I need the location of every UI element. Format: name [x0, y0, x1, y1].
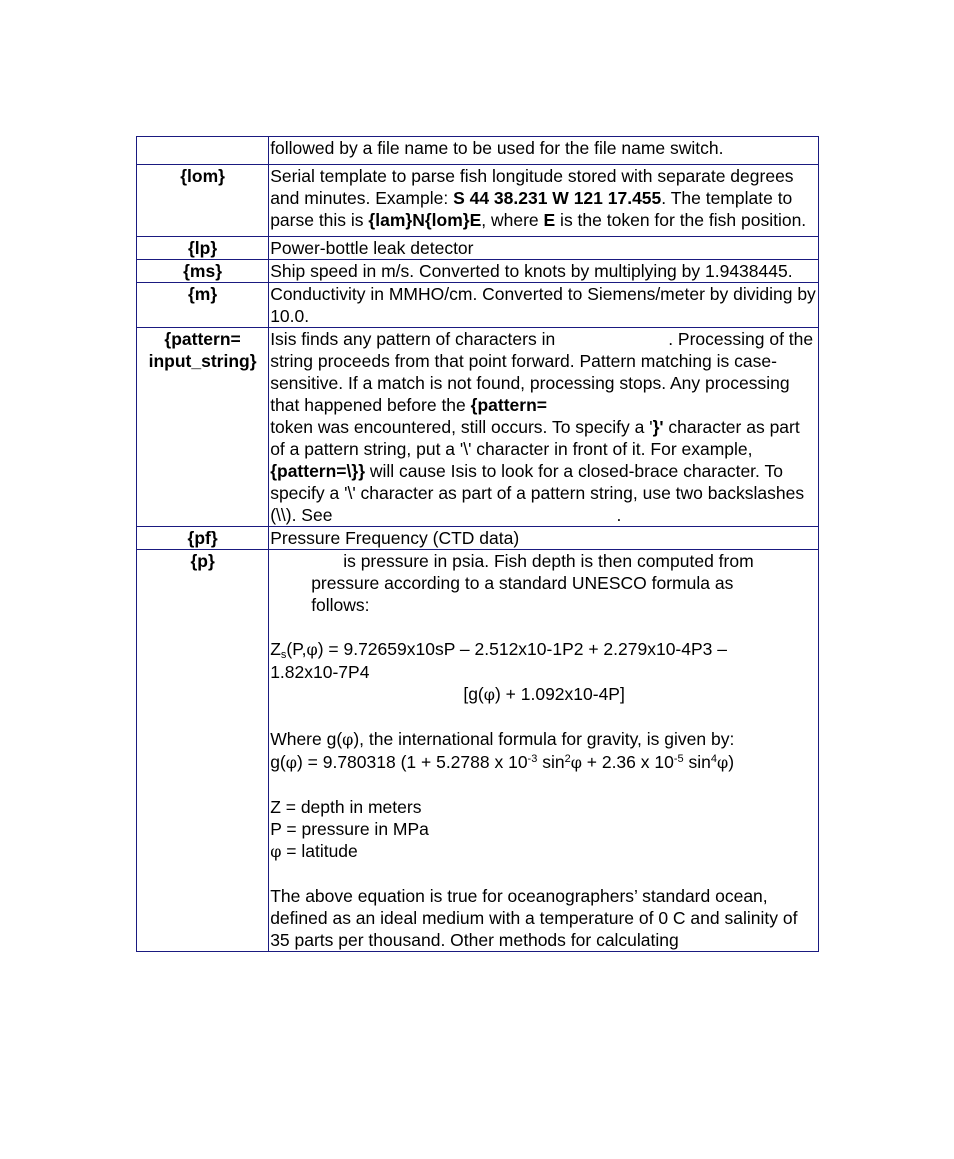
description-text: followed by a file name to be used for the file name switch. [270, 138, 724, 158]
example-string: S 44 38.231 W 121 17.455 [453, 188, 662, 208]
token-cell [137, 137, 269, 165]
definition-phi: φ = latitude [270, 841, 358, 861]
token-fragment: {pattern= [470, 395, 547, 415]
table-row [137, 237, 819, 260]
phi-symbol: φ [570, 753, 582, 772]
phi-symbol: φ [342, 730, 354, 749]
description-cell: Ship speed in m/s. Converted to knots by multiplying by 1.9438445. [269, 260, 819, 283]
table-row [137, 527, 819, 550]
table-row [137, 283, 819, 328]
description-cell [269, 165, 819, 237]
description-text: token was encountered, still occurs. To specify a ' [270, 417, 653, 437]
phi-symbol: φ [285, 753, 297, 772]
brace-char: }' [652, 417, 664, 437]
description-text: will cause Isis to look for a closed-brace character. To specify a '\' character as part of a pattern string, use two backslashes (\\). See [270, 461, 805, 525]
phi-symbol: φ [483, 685, 495, 704]
table-row [137, 165, 819, 237]
intro-line: follows: [311, 595, 370, 615]
description-cell [269, 550, 819, 952]
description-text: Isis finds any pattern of characters in [270, 329, 556, 349]
intro-line: pressure according to a standard UNESCO formula as [311, 573, 734, 593]
description-cell: Power-bottle leak detector [269, 237, 819, 260]
token-line: {pattern= [164, 329, 241, 349]
description-cell [269, 328, 819, 527]
table-row [137, 137, 819, 165]
equation-denominator: [g(φ) + 1.092x10-4P] [463, 684, 625, 704]
token-letter: E [543, 210, 556, 230]
table-row [137, 550, 819, 952]
token-cell: {lp} [137, 237, 269, 260]
description-cell: Conductivity in MMHO/cm. Converted to Siemens/meter by dividing by 10.0. [269, 283, 819, 328]
description-text: Serial template to parse fish longitude stored with separate degrees and minutes. Example: [270, 166, 794, 208]
template-string: {lam}N{lom}E [368, 210, 482, 230]
token-table [136, 136, 819, 952]
description-text: . Processing of the string proceeds from that point forward. Pattern matching is case-sensitive. If a match is not found, processing stops. Any processing that happened before the [270, 329, 814, 415]
pattern-example: {pattern=\}} [270, 461, 366, 481]
token-cell: {lom} [137, 165, 269, 237]
token-cell [137, 328, 269, 527]
phi-symbol: φ [716, 753, 729, 772]
phi-symbol: φ [306, 640, 318, 659]
gravity-equation: g(φ) = 9.780318 (1 + 5.2788 x $10^{-3}$ $\sin^2\varphi + 2.36$ x $10^{-5}$ $\sin^4\varphi$) [270, 752, 735, 772]
description-cell [269, 137, 819, 165]
description-text: , where [481, 210, 544, 230]
token-cell: {m} [137, 283, 269, 328]
token-cell: {pf} [137, 527, 269, 550]
closing-paragraph: The above equation is true for oceanographers’ standard ocean, defined as an ideal medium with a temperature of 0 C and salinity of 35 parts per thousand. Other methods for calculating [270, 886, 798, 950]
intro-line: is pressure in psia. Fish depth is then computed from [343, 551, 754, 571]
table-row [137, 328, 819, 527]
token-line: input_string} [148, 351, 257, 371]
description-text: . The template to parse this is [270, 188, 793, 230]
description-text: . [616, 505, 622, 525]
depth-equation-cont: 1.82x10-7P4 [270, 662, 370, 682]
token-cell: {p} [137, 550, 269, 952]
phi-symbol: φ [270, 842, 282, 861]
token-cell: {ms} [137, 260, 269, 283]
depth-equation: $Z_s(P,\varphi) = 9.72659x10sP - 2.512x10-1P2 + 2.279x10-4P3$ – [270, 639, 727, 661]
description-cell: Pressure Frequency (CTD data) [269, 527, 819, 550]
description-text: is the token for the fish position. [555, 210, 807, 230]
description-text: character as part of a pattern string, put a '\' character in front of it. For example, [270, 417, 800, 459]
definition-z: Z = depth in meters [270, 797, 422, 817]
gravity-intro: Where g(φ), the international formula for gravity, is given by: [270, 729, 735, 749]
definition-p: P = pressure in MPa [270, 819, 429, 839]
table-row [137, 260, 819, 283]
